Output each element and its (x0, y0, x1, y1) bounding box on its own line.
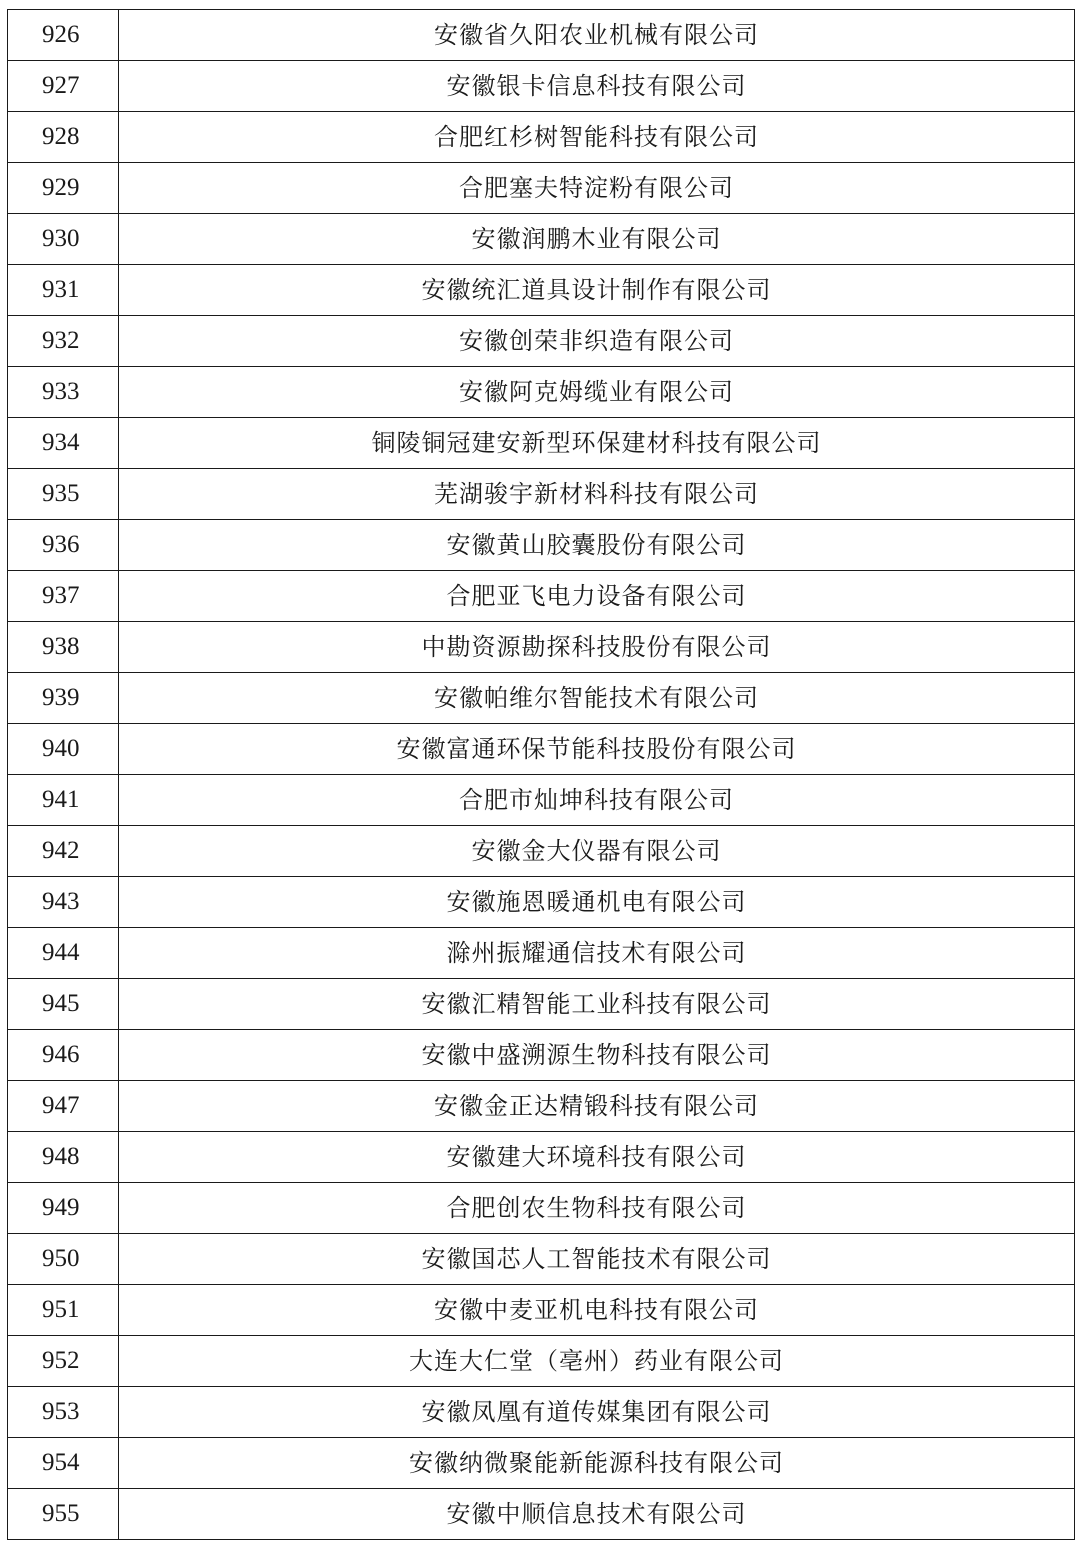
company-name: 安徽汇精智能工业科技有限公司 (119, 979, 1075, 1030)
table-row (8, 1438, 1075, 1489)
company-name: 安徽国芯人工智能技术有限公司 (119, 1234, 1075, 1285)
table-row (8, 877, 1075, 928)
table-row (8, 61, 1075, 112)
company-name: 合肥塞夫特淀粉有限公司 (119, 163, 1075, 214)
table-row (8, 1489, 1075, 1540)
company-name: 安徽中顺信息技术有限公司 (119, 1489, 1075, 1540)
row-number: 955 (8, 1489, 119, 1540)
company-name: 安徽富通环保节能科技股份有限公司 (119, 724, 1075, 775)
company-name: 安徽凤凰有道传媒集团有限公司 (119, 1387, 1075, 1438)
row-number: 929 (8, 163, 119, 214)
company-name: 安徽阿克姆缆业有限公司 (119, 367, 1075, 418)
table-row (8, 1132, 1075, 1183)
row-number: 933 (8, 367, 119, 418)
row-number: 941 (8, 775, 119, 826)
company-name: 安徽金大仪器有限公司 (119, 826, 1075, 877)
row-number: 942 (8, 826, 119, 877)
row-number: 926 (8, 10, 119, 61)
row-number: 950 (8, 1234, 119, 1285)
row-number: 939 (8, 673, 119, 724)
company-name: 安徽黄山胶囊股份有限公司 (119, 520, 1075, 571)
table-row (8, 928, 1075, 979)
row-number: 947 (8, 1081, 119, 1132)
company-name: 安徽省久阳农业机械有限公司 (119, 10, 1075, 61)
company-name: 安徽中麦亚机电科技有限公司 (119, 1285, 1075, 1336)
table-row (8, 775, 1075, 826)
row-number: 931 (8, 265, 119, 316)
row-number: 934 (8, 418, 119, 469)
company-name: 大连大仁堂（亳州）药业有限公司 (119, 1336, 1075, 1387)
table-row (8, 1030, 1075, 1081)
company-name: 合肥红杉树智能科技有限公司 (119, 112, 1075, 163)
company-name: 安徽中盛溯源生物科技有限公司 (119, 1030, 1075, 1081)
table-row (8, 622, 1075, 673)
table-row (8, 163, 1075, 214)
table-row (8, 10, 1075, 61)
table-row (8, 1183, 1075, 1234)
company-name: 安徽纳微聚能新能源科技有限公司 (119, 1438, 1075, 1489)
row-number: 935 (8, 469, 119, 520)
table-row (8, 520, 1075, 571)
row-number: 936 (8, 520, 119, 571)
row-number: 930 (8, 214, 119, 265)
table-row (8, 1336, 1075, 1387)
table-row (8, 1387, 1075, 1438)
table-row (8, 673, 1075, 724)
company-name: 安徽统汇道具设计制作有限公司 (119, 265, 1075, 316)
row-number: 945 (8, 979, 119, 1030)
company-name: 安徽金正达精锻科技有限公司 (119, 1081, 1075, 1132)
row-number: 938 (8, 622, 119, 673)
table-row (8, 724, 1075, 775)
table-row (8, 571, 1075, 622)
row-number: 948 (8, 1132, 119, 1183)
table-row (8, 826, 1075, 877)
row-number: 937 (8, 571, 119, 622)
row-number: 943 (8, 877, 119, 928)
table-row (8, 469, 1075, 520)
table-row (8, 1081, 1075, 1132)
row-number: 951 (8, 1285, 119, 1336)
row-number: 952 (8, 1336, 119, 1387)
company-name: 安徽施恩暖通机电有限公司 (119, 877, 1075, 928)
table-row (8, 979, 1075, 1030)
table-row (8, 214, 1075, 265)
row-number: 927 (8, 61, 119, 112)
table-row (8, 1234, 1075, 1285)
table-row (8, 316, 1075, 367)
company-name: 合肥创农生物科技有限公司 (119, 1183, 1075, 1234)
company-name: 安徽帕维尔智能技术有限公司 (119, 673, 1075, 724)
row-number: 953 (8, 1387, 119, 1438)
row-number: 944 (8, 928, 119, 979)
company-name: 合肥亚飞电力设备有限公司 (119, 571, 1075, 622)
company-name: 滁州振耀通信技术有限公司 (119, 928, 1075, 979)
row-number: 954 (8, 1438, 119, 1489)
table-row (8, 418, 1075, 469)
table-row (8, 1285, 1075, 1336)
company-name: 合肥市灿坤科技有限公司 (119, 775, 1075, 826)
table-row (8, 265, 1075, 316)
row-number: 949 (8, 1183, 119, 1234)
company-name: 安徽创荣非织造有限公司 (119, 316, 1075, 367)
row-number: 946 (8, 1030, 119, 1081)
company-name: 安徽润鹏木业有限公司 (119, 214, 1075, 265)
row-number: 932 (8, 316, 119, 367)
row-number: 940 (8, 724, 119, 775)
table-row (8, 112, 1075, 163)
company-name: 中勘资源勘探科技股份有限公司 (119, 622, 1075, 673)
company-name: 安徽建大环境科技有限公司 (119, 1132, 1075, 1183)
company-table (7, 9, 1075, 1540)
row-number: 928 (8, 112, 119, 163)
table-row (8, 367, 1075, 418)
company-name: 芜湖骏宇新材料科技有限公司 (119, 469, 1075, 520)
company-name: 铜陵铜冠建安新型环保建材科技有限公司 (119, 418, 1075, 469)
company-table-body (8, 10, 1075, 1540)
company-name: 安徽银卡信息科技有限公司 (119, 61, 1075, 112)
